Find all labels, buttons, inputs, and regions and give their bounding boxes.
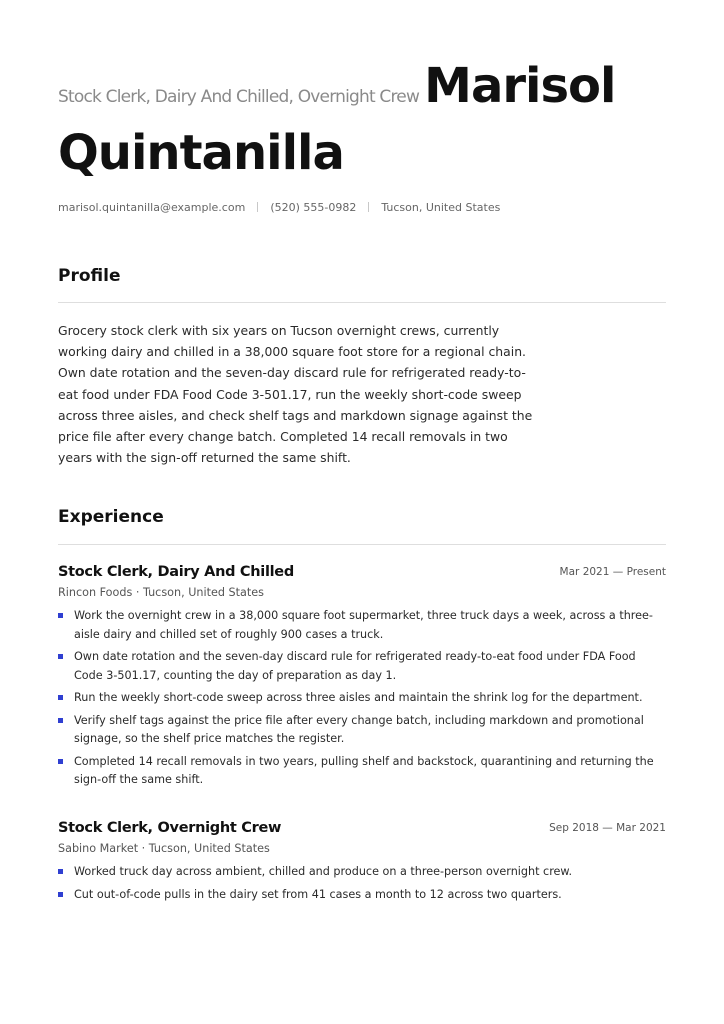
experience-heading: Experience bbox=[58, 507, 164, 527]
job-entry bbox=[58, 561, 666, 794]
bullet-square-icon bbox=[58, 892, 63, 897]
bullet-square-icon bbox=[58, 613, 63, 618]
bullet-item bbox=[58, 863, 666, 882]
job-title: Stock Clerk, Overnight Crew bbox=[58, 820, 282, 836]
bullet-square-icon bbox=[58, 759, 63, 764]
job-company: Rincon Foods · Tucson, United States bbox=[58, 586, 264, 599]
bullet-text: Own date rotation and the seven-day discard rule for refrigerated ready-to-eat food under FDA Food Code 3-501.17, counting the day of preparation as day 1. bbox=[74, 650, 636, 682]
last-name: Quintanilla bbox=[58, 125, 344, 181]
contact-line bbox=[58, 201, 500, 214]
resume-header bbox=[58, 58, 666, 181]
bullet-item bbox=[58, 607, 666, 644]
bullet-item bbox=[58, 753, 666, 790]
contact-location: Tucson, United States bbox=[381, 201, 501, 214]
bullet-item bbox=[58, 648, 666, 685]
bullet-square-icon bbox=[58, 654, 63, 659]
job-dates: Mar 2021 — Present bbox=[559, 566, 666, 578]
bullet-text: Run the weekly short-code sweep across three aisles and maintain the shrink log for the department. bbox=[74, 691, 643, 704]
headline: Stock Clerk, Dairy And Chilled, Overnight Crew bbox=[58, 87, 420, 107]
bullet-square-icon bbox=[58, 718, 63, 723]
bullet-item bbox=[58, 689, 666, 708]
job-bullets bbox=[58, 607, 666, 790]
job-title: Stock Clerk, Dairy And Chilled bbox=[58, 564, 294, 580]
bullet-text: Worked truck day across ambient, chilled and produce on a three-person overnight crew. bbox=[74, 865, 573, 878]
bullet-text: Work the overnight crew in a 38,000 square foot supermarket, three truck days a week, across a three-aisle dairy and chilled set of roughly 900 cases a truck. bbox=[74, 609, 653, 641]
job-bullets bbox=[58, 863, 666, 904]
bullet-text: Completed 14 recall removals in two years, pulling shelf and backstock, quarantining and returning the sign-off the same shift. bbox=[74, 754, 654, 786]
bullet-item bbox=[58, 886, 666, 905]
job-dates: Sep 2018 — Mar 2021 bbox=[549, 822, 666, 834]
bullet-square-icon bbox=[58, 869, 63, 874]
bullet-item bbox=[58, 712, 666, 749]
job-header bbox=[58, 817, 666, 839]
first-name: Marisol bbox=[424, 58, 616, 114]
contact-email[interactable]: marisol.quintanilla@example.com bbox=[58, 201, 246, 214]
experience-divider bbox=[58, 544, 666, 545]
contact-separator bbox=[257, 202, 258, 212]
bullet-text: Cut out-of-code pulls in the dairy set from 41 cases a month to 12 across two quarters. bbox=[74, 887, 562, 901]
bullet-square-icon bbox=[58, 695, 63, 700]
job-company: Sabino Market · Tucson, United States bbox=[58, 842, 270, 855]
contact-separator bbox=[368, 202, 369, 212]
bullet-text: Verify shelf tags against the price file after every change batch, including markdown and promotional signage, so the shelf price matches the register. bbox=[74, 713, 644, 745]
profile-divider bbox=[58, 302, 666, 303]
headline-and-first-name bbox=[58, 58, 666, 125]
job-entry bbox=[58, 817, 666, 908]
contact-phone[interactable]: (520) 555-0982 bbox=[270, 201, 357, 214]
profile-text: Grocery stock clerk with six years on Tucson overnight crews, currently working dairy and chilled in a 38,000 square foot store for a regional chain. Own date rotation and the seven-day discard rule for refrigerated ready-to-eat food under FDA Food Code 3-501.17, run the weekly short-code sweep across three aisles, and check shelf tags and markdown signage against the price file after every change batch. Completed 14 recall removals in two years with the sign-off returned the same shift. bbox=[58, 323, 533, 466]
job-header bbox=[58, 561, 666, 583]
profile-heading: Profile bbox=[58, 266, 121, 286]
